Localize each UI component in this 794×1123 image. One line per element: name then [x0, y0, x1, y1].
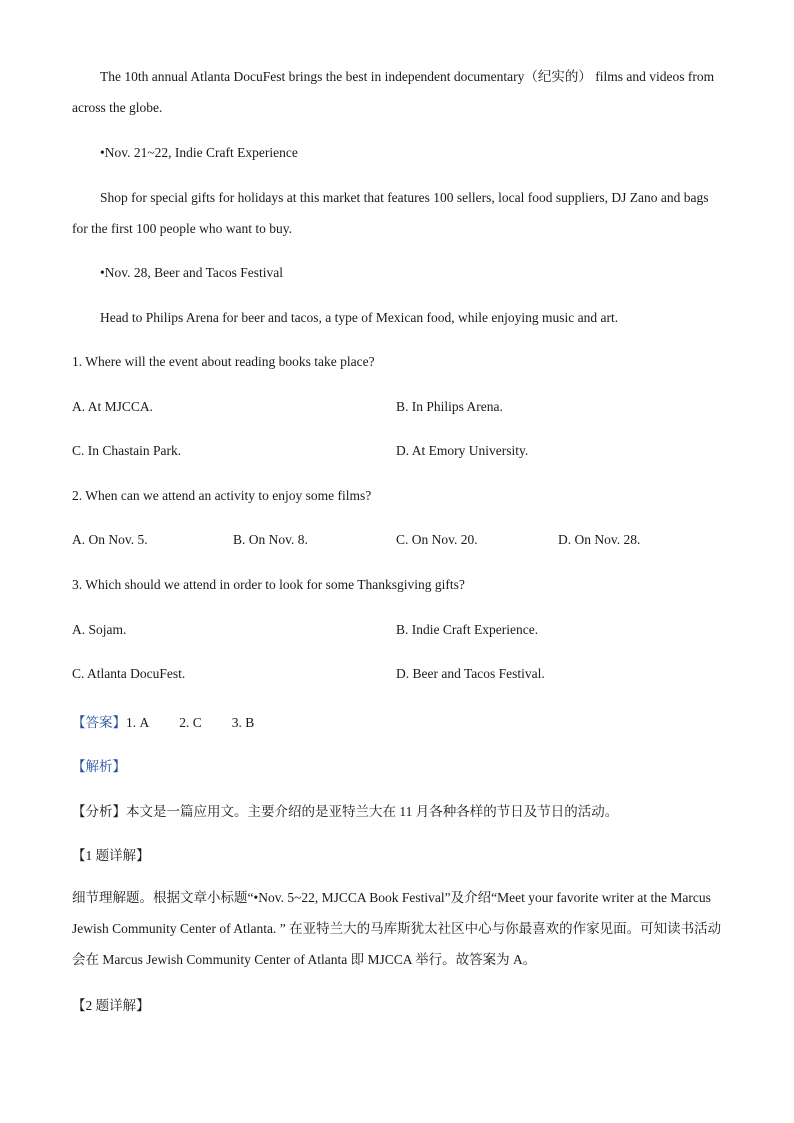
answer-item-3: 3. B	[231, 715, 255, 730]
question-1-option-b: B. In Philips Arena.	[396, 399, 503, 414]
question-2-option-d: D. On Nov. 28.	[558, 532, 641, 547]
summary-label: 【分析】	[72, 804, 126, 819]
question-1-stem: 1. Where will the event about reading books take place?	[72, 354, 375, 369]
docufest-description: The 10th annual Atlanta DocuFest brings the best in independent documentary（纪实的） films and videos from across the globe.	[72, 69, 715, 115]
question-3-option-a: A. Sojam.	[72, 622, 127, 637]
beer-heading: •Nov. 28, Beer and Tacos Festival	[100, 265, 283, 280]
question-2-option-a: A. On Nov. 5.	[72, 532, 148, 547]
summary-row	[72, 800, 618, 820]
answer-row	[72, 711, 254, 731]
question-1-option-a: A. At MJCCA.	[72, 399, 154, 414]
question-3-option-b: B. Indie Craft Experience.	[396, 622, 539, 637]
answer-item-1: 1. A	[126, 715, 150, 730]
question-3-option-c: C. Atlanta DocuFest.	[72, 666, 186, 681]
question-3-stem: 3. Which should we attend in order to look for some Thanksgiving gifts?	[72, 577, 465, 592]
q2-detail-label: 【2 题详解】	[72, 998, 150, 1013]
question-1-option-d: D. At Emory University.	[396, 443, 529, 458]
answer-label: 【答案】	[72, 715, 126, 730]
question-3-option-d: D. Beer and Tacos Festival.	[396, 666, 545, 681]
question-1-option-c: C. In Chastain Park.	[72, 443, 182, 458]
craft-heading: •Nov. 21~22, Indie Craft Experience	[100, 145, 298, 160]
beer-description: Head to Philips Arena for beer and tacos, a type of Mexican food, while enjoying music and art.	[100, 310, 619, 325]
answer-item-2: 2. C	[179, 715, 202, 730]
question-2-option-c: C. On Nov. 20.	[396, 532, 478, 547]
question-2-stem: 2. When can we attend an activity to enjoy some films?	[72, 488, 372, 503]
q1-detail-text: 细节理解题。根据文章小标题“•Nov. 5~22, MJCCA Book Festival”及介绍“Meet your favorite writer at the Marcus Jewish Community Center of Atlanta. ” 在亚特兰大的马库斯犹太社区中心与你最喜欢的作家见面。可知读书活动会在 Marcus Jewish Community Center of Atlanta 即 MJCCA 举行。故答案为 A。	[72, 890, 722, 967]
question-2-option-b: B. On Nov. 8.	[233, 532, 308, 547]
q1-detail-label: 【1 题详解】	[72, 848, 150, 863]
summary-text: 本文是一篇应用文。主要介绍的是亚特兰大在 11 月各种各样的节日及节日的活动。	[126, 804, 619, 819]
analysis-label: 【解析】	[72, 759, 126, 774]
craft-description: Shop for special gifts for holidays at this market that features 100 sellers, local food suppliers, DJ Zano and bags for the first 100 people who want to buy.	[72, 190, 709, 236]
